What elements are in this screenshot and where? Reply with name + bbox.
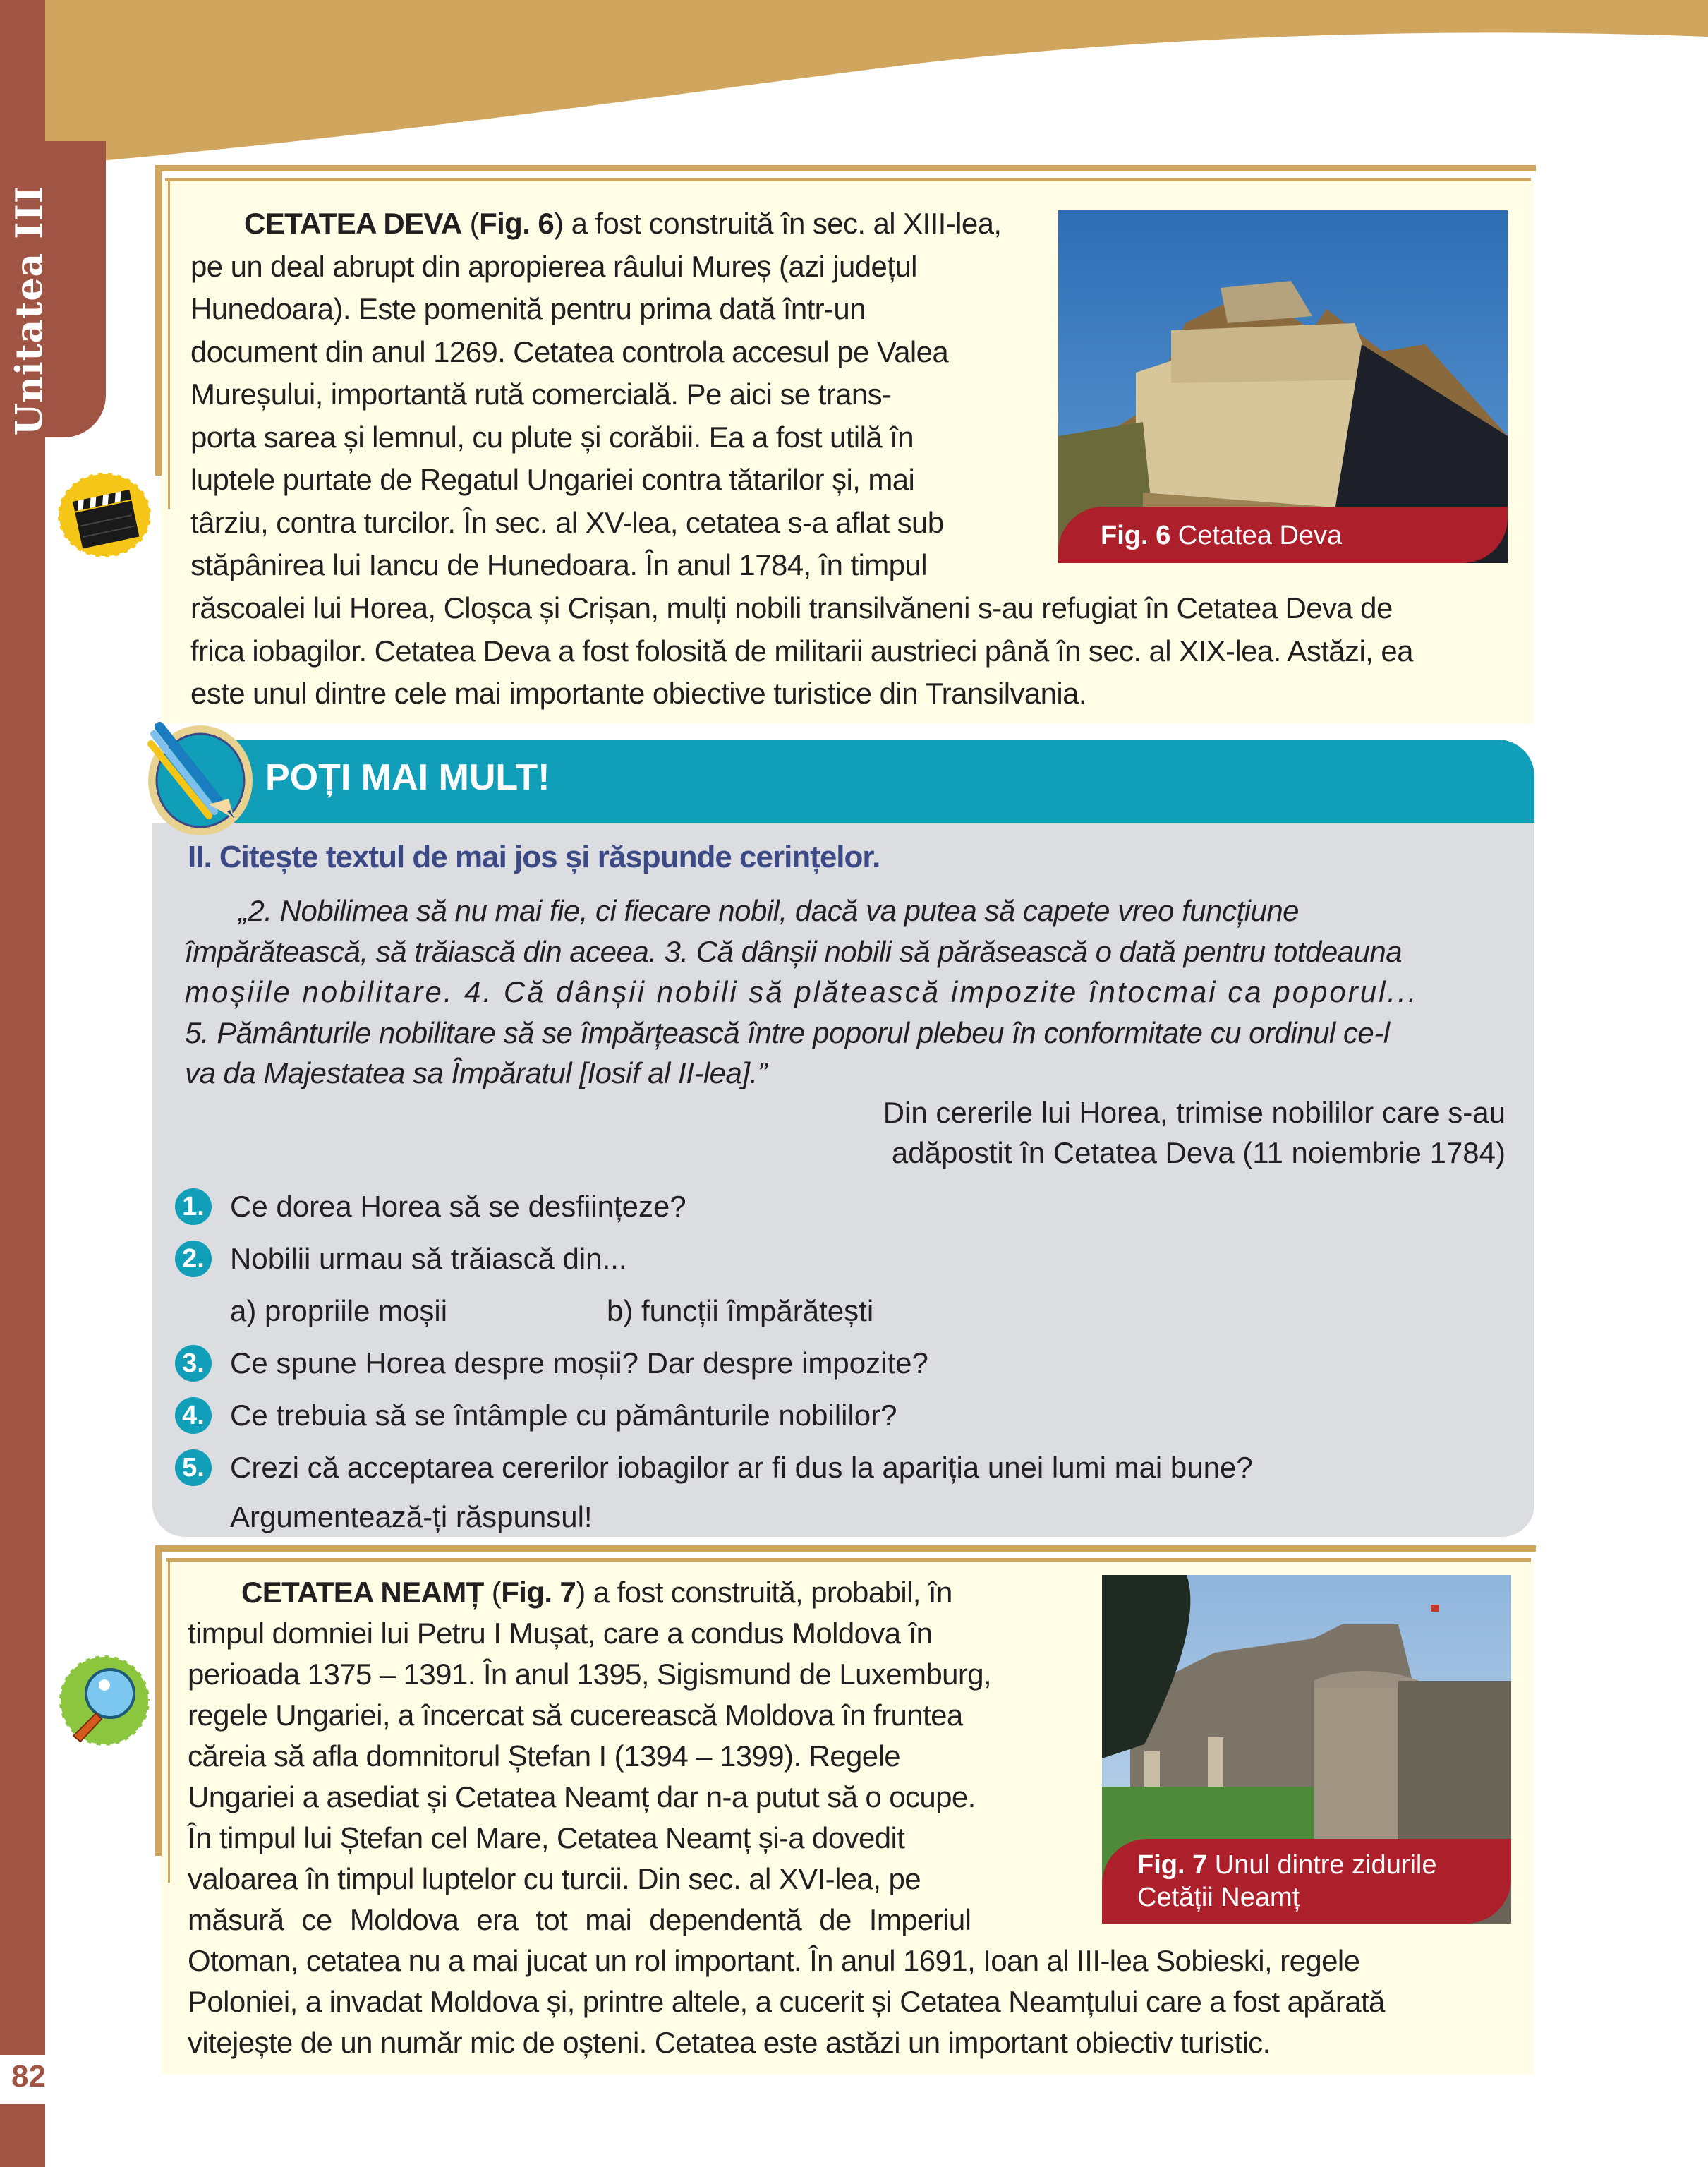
deva-frame-top — [155, 165, 1536, 171]
neamt-frame-top — [155, 1545, 1536, 1552]
neamt-frame-left-inner — [168, 1558, 170, 1883]
figure-cetatea-deva[interactable] — [1058, 210, 1508, 563]
clapperboard-icon[interactable] — [55, 466, 154, 565]
deva-line: stăpânirea lui Iancu de Hunedoara. În anul 1784, în timpul — [190, 548, 927, 581]
neamt-line: căreia să afla domnitorul Ștefan I (1394 – 1399). Regele — [188, 1739, 901, 1773]
magnifier-icon[interactable] — [55, 1651, 154, 1750]
deva-line: Hunedoara). Este pomenită pentru prima dată într-un — [190, 292, 866, 325]
question-text: Crezi că acceptarea cererilor iobagilor ar fi dus la apariția unei lumi mai bune? — [230, 1451, 1253, 1484]
quote-line: împărătească, să trăiască din aceea. 3. Că dânșii nobili să părăsească o dată pentru totdeauna — [185, 934, 1403, 968]
source-line: adăpostit în Cetatea Deva (11 noiembrie 1784) — [891, 1136, 1506, 1169]
neamt-text-column — [188, 1572, 1071, 1940]
answer-option-b[interactable]: b) funcții împărătești — [607, 1294, 874, 1327]
fig-label: Fig. 6 — [1101, 521, 1171, 550]
deva-fig-ref[interactable]: Fig. 6 — [479, 207, 555, 240]
pencil-icon — [138, 713, 258, 840]
fig-caption-text: Cetatea Deva — [1170, 521, 1343, 550]
deva-frame-top-inner — [165, 178, 1531, 181]
neamt-line: perioada 1375 – 1391. În anul 1395, Sigismund de Luxemburg, — [188, 1658, 992, 1691]
task-heading: II. Citește textul de mai jos și răspunde cerințelor. — [188, 840, 880, 874]
deva-line: târziu, contra turcilor. În sec. al XV-lea, cetatea s-a aflat sub — [190, 505, 944, 539]
neamt-fig-ref[interactable]: Fig. 7 — [501, 1576, 576, 1609]
deva-line: Mureșului, importantă rută comercială. Pe aici se trans- — [190, 378, 892, 411]
deva-line: luptele purtate de Regatul Ungariei contra tătarilor și, mai — [190, 463, 915, 496]
figure-caption — [1102, 1839, 1511, 1924]
question-4 — [175, 1394, 897, 1437]
question-3 — [175, 1342, 928, 1384]
neamt-fig-ref-open: ( — [483, 1576, 502, 1609]
question-number-badge: 1. — [175, 1188, 212, 1225]
question-5-continuation: Argumentează-ți răspunsul! — [230, 1500, 593, 1533]
deva-frame-left — [155, 165, 162, 476]
deva-text-full-width — [190, 587, 1507, 716]
neamt-line: măsură ce Moldova era tot mai dependentă de Imperiul — [188, 1903, 971, 1936]
question-number-badge: 3. — [175, 1345, 212, 1382]
neamt-line: Ungariei a asediat și Cetatea Neamț dar n-a putut să o ocupe. — [188, 1780, 976, 1813]
quote-line: „2. Nobilimea să nu mai fie, ci fiecare nobil, dacă va putea să capete vreo funcțiune — [238, 894, 1300, 927]
question-text: Ce trebuia să se întâmple cu pământurile nobililor? — [230, 1399, 897, 1432]
neamt-frame-left — [155, 1545, 162, 1856]
quote-line: moșiile nobilitare. 4. Că dânșii nobili să plătească impozite întocmai ca poporul... — [185, 975, 1419, 1008]
question-2 — [175, 1238, 627, 1280]
question-number-badge: 4. — [175, 1397, 212, 1434]
deva-frame-left-inner — [168, 178, 170, 509]
deva-title: CETATEA DEVA — [244, 207, 462, 240]
historical-quote — [185, 891, 1507, 1094]
quote-line: 5. Pământurile nobilitare să se împărțească între poporul plebeu în conformitate cu ordinul ce-l — [185, 1015, 1390, 1049]
quote-line: va da Majestatea sa Împăratul [Iosif al II-lea].” — [185, 1056, 768, 1089]
neamt-line: Otoman, cetatea nu a mai jucat un rol important. În anul 1691, Ioan al III-lea Sobieski, regele — [188, 1944, 1360, 1977]
deva-line: pe un deal abrupt din apropierea râului Mureș (azi județul — [190, 249, 917, 283]
neamt-line: În timpul lui Ștefan cel Mare, Cetatea Neamț și-a dovedit — [188, 1821, 905, 1854]
answer-option-a[interactable]: a) propriile moșii — [230, 1294, 448, 1327]
top-decorative-swoosh — [0, 0, 1708, 169]
figure-cetatea-neamt[interactable] — [1102, 1575, 1511, 1924]
deva-line: frica iobagilor. Cetatea Deva a fost folosită de militarii austrieci până în sec. al XIX-lea. Astăzi, ea — [190, 634, 1413, 668]
neamt-line: valoarea în timpul luptelor cu turcii. Din sec. al XVI-lea, pe — [188, 1862, 921, 1895]
figure-caption — [1058, 507, 1508, 563]
neamt-line: ) a fost construită, probabil, în — [576, 1576, 952, 1609]
source-line: Din cererile lui Horea, trimise nobililor care s-au — [883, 1096, 1506, 1129]
neamt-frame-top-inner — [166, 1558, 1531, 1562]
neamt-line: Poloniei, a invadat Moldova și, printre altele, a cucerit și Cetatea Neamțului care a fost apărată — [188, 1985, 1385, 2018]
fig-caption-text: Cetății Neamț — [1137, 1883, 1300, 1912]
question-number-badge: 2. — [175, 1241, 212, 1277]
fig-caption-text: Unul dintre zidurile — [1207, 1850, 1437, 1880]
neamt-line: vitejește de un număr mic de oșteni. Cetatea este astăzi un important obiectiv turistic. — [188, 2026, 1271, 2059]
neamt-line: regele Ungariei, a încercat să cucerească Moldova în fruntea — [188, 1698, 963, 1732]
deva-line: porta sarea și lemnul, cu plute și corăbii. Ea a fost utilă în — [190, 420, 914, 454]
question-text: Ce spune Horea despre moșii? Dar despre impozite? — [230, 1346, 928, 1380]
deva-line: răscoalei lui Horea, Cloșca și Crișan, mulți nobili transilvăneni s-au refugiat în Cetatea Deva de — [190, 591, 1393, 624]
neamt-text-full-width — [188, 1940, 1508, 2063]
quote-source — [883, 1092, 1506, 1173]
deva-line: este unul dintre cele mai importante obiective turistice din Transilvania. — [190, 677, 1086, 710]
fig-label: Fig. 7 — [1137, 1850, 1208, 1880]
question-5 — [175, 1447, 1253, 1489]
question-1 — [175, 1185, 686, 1228]
unit-label: Unitatea III — [8, 185, 52, 436]
neamt-line: timpul domniei lui Petru I Mușat, care a condus Moldova în — [188, 1617, 933, 1650]
deva-line: document din anul 1269. Cetatea controla accesul pe Valea — [190, 334, 949, 368]
question-text: Ce dorea Horea să se desființeze? — [230, 1190, 686, 1223]
question-number-badge: 5. — [175, 1449, 212, 1486]
deva-text-column — [190, 203, 1023, 587]
deva-line: ) a fost construită în sec. al XIII-lea, — [554, 207, 1002, 240]
deva-fig-ref-open: ( — [461, 207, 480, 240]
exercise-section-title: POȚI MAI MULT! — [265, 757, 550, 798]
question-text: Nobilii urmau să trăiască din... — [230, 1242, 627, 1275]
page-number: 82 — [11, 2059, 46, 2094]
neamt-title: CETATEA NEAMȚ — [241, 1576, 484, 1609]
